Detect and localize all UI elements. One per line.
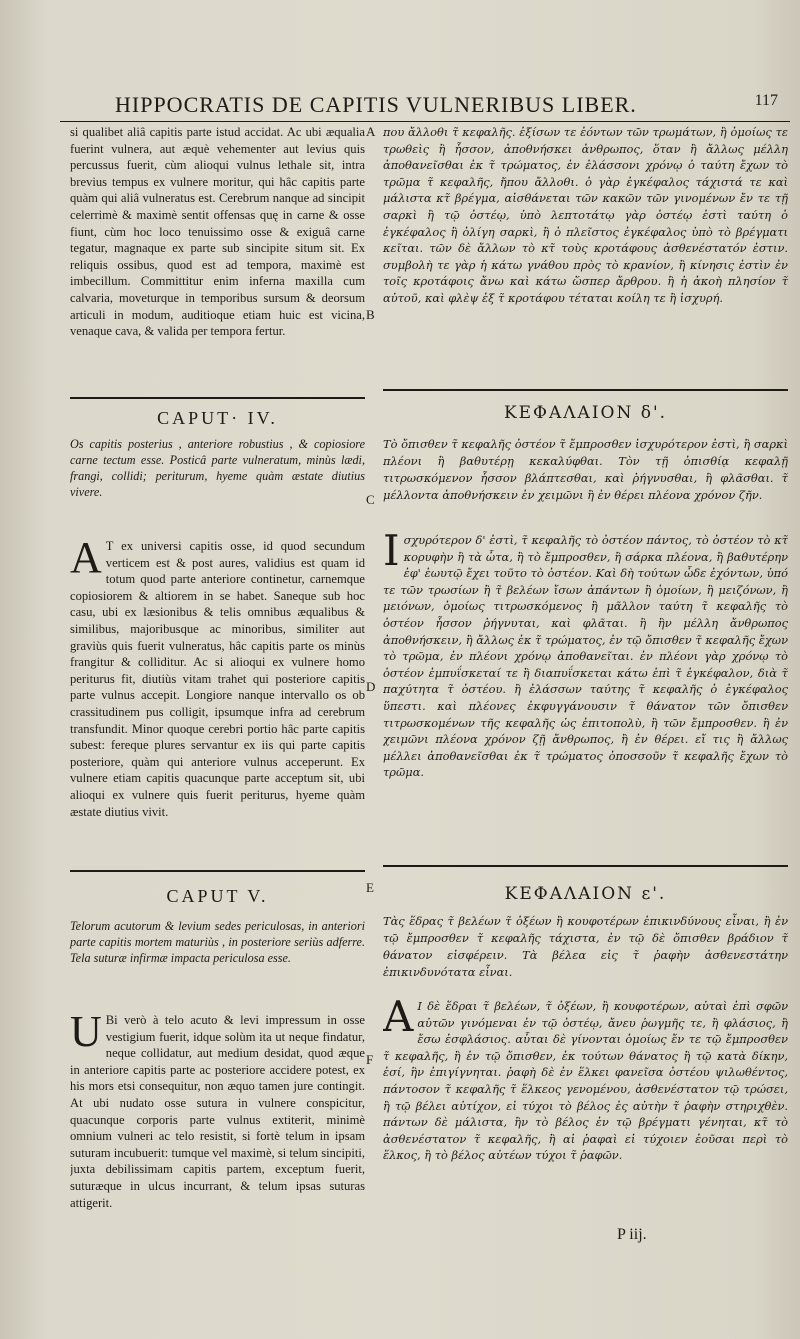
kephalaion-5-body [383, 998, 788, 1164]
signature-mark: P iij. [617, 1226, 647, 1243]
top-greek-text: που ἄλλοθι τ̃ κεφαλῆς. ἐξίσων τε ἐόντων τῶν τρωμάτων, ἢ ὁμοίως τε τρωθεὶς ἢ ἧσσον, ἀποθνήσκει ἀνθρωπος, ὅταν ἢ ἄλλως μέλλη ἀποθανεῖσθαι ἐκ τ̃ τρώματος, ἐν ἐλάσσονι χρόνῳ ὁ ταύτη ἔχων τὸ τρῶμα τ̃ κεφαλῆς, ἤπου ἄλλοθι. ὁ γὰρ ἐγκέφαλος τάχιστά τε καὶ μάλιστα κτ̃ βρέγμα, αἰσθάνεται τῶν κακῶν τῶν γινομένων ἔν τε τῇ σαρκὶ ἢ τῷ ὀστέῳ, ὑπὸ λεπτοτάτῳ γὰρ ὀστέῳ ἐστὶ ταύτη ὁ ἐγκέφαλος ἢ ὀλίγη σαρκὶ, ἢ ὁ πλεῖστος ἐγκέφαλος ὑπὸ τὸ βρέγματι κεῖται. τῶν δὲ ἄλλων τὸ κτ̃ τοὺς κροτάφους ἀσθενέστατόν ἐστιν. συμβολὴ τε γὰρ ἡ κάτω γνάθου πρὸς τὸ κρανίον, ἢ κίνησις ἐστὶν ἐν τοῖς κροτάφοις ἄνω καὶ κάτω ὥσπερ ἄρθρου. ἢ ἡ ἀκοὴ πλησίον τ̃ αὐτοῦ, καὶ φλὲψ ἐξ τ̃ κροτάφου τέταται κοίλη τε ἢ ἰσχυρή. [383, 125, 788, 305]
kephalaion-4-body [383, 532, 788, 781]
top-latin-text: si qualibet aliâ capitis parte istud accidat. Ac ubi æqualia fuerint vulnera, aut æquè vehementer aut levius quis percussus fuerit, cùm alioqui vulnus lethale sit, intra brevius tempus ex vulnere moritur, qui hâc capitis parte quàm qui aliâ vulneratus est. Cerebrum nanque ad sincipit celerrimè & maximè sentit offensas quę in carne & osse fiunt, cùm hoc loco tenuissimo osse & exiguâ carne tegatur, magnaque ex parte sub sincipite situm sit. Ex reliquis ossibus, quod est ad tempora, maximè est imbecillum. Committitur enim inferna maxilla cum calvaria, moveturque in temporibus sursum & deorsum articuli in modum, auditioque etiam huic est vicina, venaque cava, & valida per tempora fertur. [70, 125, 365, 339]
kephalaion-5-dropcap: Α [383, 998, 414, 1041]
margin-marker-f: F [366, 1052, 374, 1067]
caput-iv-heading: CAPUT· IV. [157, 408, 278, 428]
caput-v-body [70, 1012, 365, 1211]
caput-v-heading: CAPUT V. [166, 886, 269, 906]
margin-marker-b: B [366, 307, 375, 322]
section-rule-left-1 [70, 397, 365, 399]
caput-iv-text: T ex universi capitis osse, id quod secundum verticem est & post aures, validius est quam id totum quod parte anteriore continetur, carnemque copiosiorem & altiorem in se habet. Saneque sub hoc casu, ubi ex læsionibus & telis omnibus æqualibus & similibus, majoribusque ac minoribus, similiter aut graviùs quis fuerit vulneratus, hâc capitis parte os minùs frangitur & colliditur. Ac si alioqui ex vulnere homo periturus fit, diutiùs vitam trahet qui posteriore capitis parte vulnus accepit. Longiore nanque intervallo os ob crassitudinem pus colligit, ipsumque infra ad cerebrum transfundit. Minor quoque cerebri portio hâc parte capitis subest: fereque plures servantur ex iis qui parte capitis posteriore, quàm qui anteriore vulnus acceperunt. Ex vulnere etiam capitis quacunque parte acceptum sit, ubi alioqui ex vulnere quis fuerit periturus, hyeme quàm æstate diutius vivit. [70, 539, 365, 819]
kephalaion-4-text: σχυρότερον δ' ἐστὶ, τ̃ κεφαλῆς τὸ ὀστέον πάντος, τὸ ὀστέον τὸ κτ̃ κορυφὴν ἢ τὰ ὦτα, ἢ τὸ ἔμπροσθεν, ἢ σάρκα πλέονα, ἢ βαθυτέρην ἐφ' ἑωυτῷ ἔχει τοῦτο τὸ ὀστέον. Καὶ δὴ τούτων ὧδε ἐχόντων, ὑπό τε τῶν τρωσίων ἢ τ̃ βελέων ἴσων ἁπάντων ἢ ὁμοίων, ἢ μειζόνων, ἢ μειόνων, ὁμοίως τιτρωσκόμενος ἢ μᾶλλον ταύτη τ̃ κεφαλῆς τὸ ὀστέον ἧσσον ῥήγνυται, καὶ φλᾶται. ἢ ἣν μέλλη ἄνθρωπος ἀποθνήσκειν, ἢ ἄλλως ἐκ τ̃ τρώματος, ἐν τῷ ὄπισθεν τ̃ κεφαλῆς ἔχων τὸ τρῶμα, ἐν πλέονι χρόνῳ ἀποθανεῖται. ἐν πλέονι γὰρ χρόνῳ τὸ ὀστέον ἐμπυΐσκεταί τε ἢ διαπυΐσκεται κάτω ἐπὶ τ̃ ἐγκέφαλον, διὰ τ̃ παχύτητα τ̃ ὀστέου. ἢ ἐλάσσων ταύτης τ̃ κεφαλῆς ὁ ἐγκέφαλος ὕπεστι. καὶ πλέονες ἐκφυγγάνουσιν τ̃ θάνατον τῶν ὄπισθεν τιτρωσκομένων τῆς κεφαλῆς ὡς ἐπιτοπολὺ, ἢ τῶν ἔμπροσθεν. ἢ ἐν χειμῶνι πλέονα χρόνον ζῇ ἄνθρωπος, ἢ ἐν θέρει. εἴ τις ἢ ἄλλως μέλλει ἀποθανεῖσθαι ἐκ τ̃ τρώματος ὁποσσοῦν τ̃ κεφαλῆς ἔχων τὸ τρῶμα. [383, 533, 788, 780]
kephalaion-5-text: Ι δὲ ἕδραι τ̃ βελέων, τ̃ ὀξέων, ἢ κουφοτέρων, αὐταὶ ἐπὶ σφῶν αὐτῶν γινόμεναι ἐν τῷ ὀστέῳ, ἄνευ ῥωγμῆς τε, ἢ φλάσιος, ἢ ἔσω ἐσφλάσιος. αὗται δὲ γίνονται ὁμοίως ἔν τε τῷ ἔμπροσθεν τ̃ κεφαλῆς, ἢ ἐν τῷ ὄπισθεν, ἐκ τούτων θάνατος ἢ τῷ κατὰ δίκην, ἐσί, ἣν ἐπιγίγνηται. ῥαφὴ δὲ ἐν ἕλκει φανεῖσα ὀστέου ψιλωθέντος, πάντοσον τ̃ κεφαλῆς τ̃ ἕλκεος γενομένου, ἀσθενέστατον τῷ τρώσει, ἢ τῷ βέλει αὐτίχον, εἰ τύχοι τὸ βέλος ἐς αὐτὴν τ̃ ῥαφὴν στηριχθὲν. πάντων δὲ μάλιστα, ἢν τὸ βέλος ἐν τῷ βρέγματι γένηται, κτ̃ τὸ ἀσθενέστατον τ̃ κεφαλῆς, ἢ αἱ ῥαφαὶ εἰ τύχοιεν ἐοῦσαι περὶ τὸ ἕλκος, ἢ τὸ βέλος αὐτέων τύχοι τ̃ ῥαφῶν. [383, 999, 788, 1163]
kephalaion-4-summary: Τὸ ὄπισθεν τ̃ κεφαλῆς ὀστέον τ̃ ἔμπροσθεν ἰσχυρότερον ἐστὶ, ἢ σαρκὶ πλέονι ἢ βαθυτέρῃ κεκαλύφθαι. Τὸν τῇ ὀπισθίᾳ κεφαλῇ τιτρωσκόμενον ἧσσον βλάπτεσθαι, καὶ ῥήγνυσθαι, ἢ φλᾶσθαι. τ̃ μέλλοντα ἀποθνήσκειν ἐν χειμῶνι ἢ ἐν θέρει πλέονα χρόνον ζῆν. [383, 437, 788, 502]
top-latin-column [70, 124, 365, 340]
margin-marker-d: D [366, 679, 376, 694]
header-rule [60, 121, 790, 122]
top-greek-column [383, 124, 788, 307]
page-header [60, 90, 790, 120]
caput-iv-body [70, 538, 365, 820]
margin-marker-e: E [366, 880, 374, 895]
section-rule-left-2 [70, 870, 365, 872]
margin-marker-c: C [366, 492, 375, 507]
caput-iv-summary: Os capitis posterius , anteriore robustius , & copiosiore carne tectum esse. Posticâ parte vulneratum, minùs lædi, frangi, collidi; periturum, hyeme quàm æstate diutius vivere. [70, 437, 365, 499]
section-rule-right-1 [383, 389, 788, 391]
caput-iv-dropcap: A [70, 538, 102, 582]
section-rule-right-2 [383, 865, 788, 867]
caput-v-summary: Telorum acutorum & levium sedes periculosas, in anteriori parte capitis mortem maturiùs , in posteriore seriùs adferre. Tela suturæ infirmæ impacta periculosa esse. [70, 919, 365, 965]
margin-marker-a: A [366, 124, 376, 139]
kephalaion-5-heading: ΚΕΦΑΛΑΙΟΝ ε'. [504, 884, 667, 904]
caput-v-text: Bi verò à telo acuto & levi impressum in osse vestigium fuerit, idque solùm ita ut neque findatur, neque collidatur, aut medium desidat, quod æque in anteriore capitis parte ac posteriore accidere potest, ex his mors etsi consequitur, non æquo tamen jure contingit. At ubi nudato osse sutura in vulnere conspicitur, quacunque corporis parte vulnus extiterit, minimè omnium vulneri ac telo resistit, si fortè telum in ipsam suturam incubuerit: tumque vel maximè, si telum sincipiti, juxta debilissimam capitis partem, exceptum fuerit, suturæque in ulcus incurrant, & telum ipsas suturas attigerit. [70, 1013, 365, 1210]
kephalaion-4-dropcap: Ι [383, 532, 400, 575]
kephalaion-5-summary: Τὰς ἕδρας τ̃ βελέων τ̃ ὀξέων ἢ κουφοτέρων ἐπικινδύνους εἶναι, ἢ ἐν τῷ ἔμπροσθεν τ̃ κεφαλῆς τάχιστα, ἐν τῷ δὲ ὄπισθεν βράδιον τ̃ θάνατον εἰσφέρειν. Τὰ βέλεα εἰς τ̃ ῥαφὴν ἀσθενεστάτην ἐπικινδυνότατα εἶναι. [383, 914, 788, 979]
page-number: 117 [754, 92, 778, 109]
caput-v-dropcap: U [70, 1012, 102, 1056]
kephalaion-4-heading: ΚΕΦΑΛΑΙΟΝ δ'. [503, 403, 668, 423]
running-title: HIPPOCRATIS DE CAPITIS VULNERIBUS LIBER. [115, 92, 637, 117]
